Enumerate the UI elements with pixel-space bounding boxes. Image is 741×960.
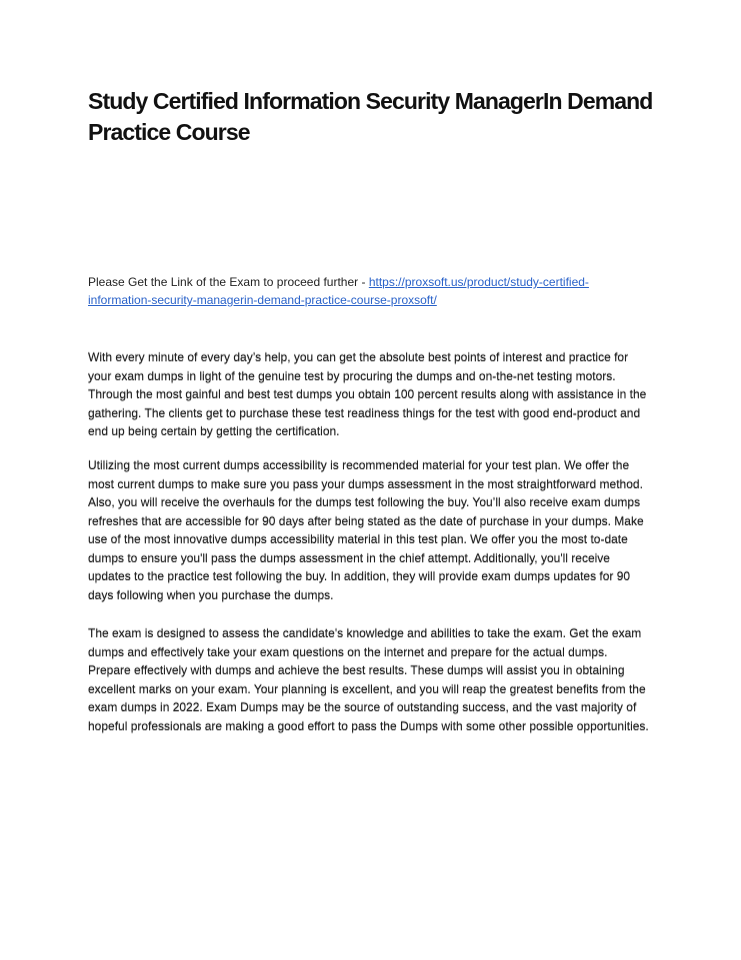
link-intro-text: Please Get the Link of the Exam to proceed further - (88, 275, 369, 289)
body-paragraph-3: The exam is designed to assess the candidate's knowledge and abilities to take the exam. Get the exam dumps and effectively take your exam questions on the internet and prepare for the actual dumps. Prepare effectively with dumps and achieve the best results. These dumps will assist you in obtaining excellent marks on your exam. Your planning is excellent, and you will reap the greatest benefits from the exam dumps in 2022. Exam Dumps may be the source of outstanding success, and the vast majority of hopeful professionals are making a good effort to pass the Dumps with some other possible opportunities. (88, 626, 649, 733)
exam-link[interactable]: https://proxsoft.us/product/study-certified-information-security-managerin-demand-practice-course-proxsoft/ (88, 275, 589, 307)
document-title: Study Certified Information Security ManagerIn Demand Practice Course (88, 88, 653, 145)
body-paragraph-1: With every minute of every day’s help, you can get the absolute best points of interest and practice for your exam dumps in light of the genuine test by procuring the dumps and on-the-net testing motors. Through the most gainful and best test dumps you obtain 100 percent results along with assistance in the gathering. The clients get to purchase these test readiness things for the test with good end-product and end up being certain by getting the certification. (88, 350, 647, 438)
body-paragraph-2: Utilizing the most current dumps accessibility is recommended material for your test plan. We offer the most current dumps to make sure you pass your dumps assessment in the most straightforward method. Also, you will receive the overhauls for the dumps test following the buy. You’ll also receive exam dumps refreshes that are accessible for 90 days after being stated as the date of purchase in your dumps. Make use of the most innovative dumps accessibility material in this test plan. We offer you the most to-date dumps to ensure you'll pass the dumps assessment in the chief attempt. Additionally, you'll receive updates to the practice test following the buy. In addition, they will provide exam dumps updates for 90 days following when you purchase the dumps. (88, 458, 644, 602)
exam-link-paragraph (88, 273, 648, 309)
